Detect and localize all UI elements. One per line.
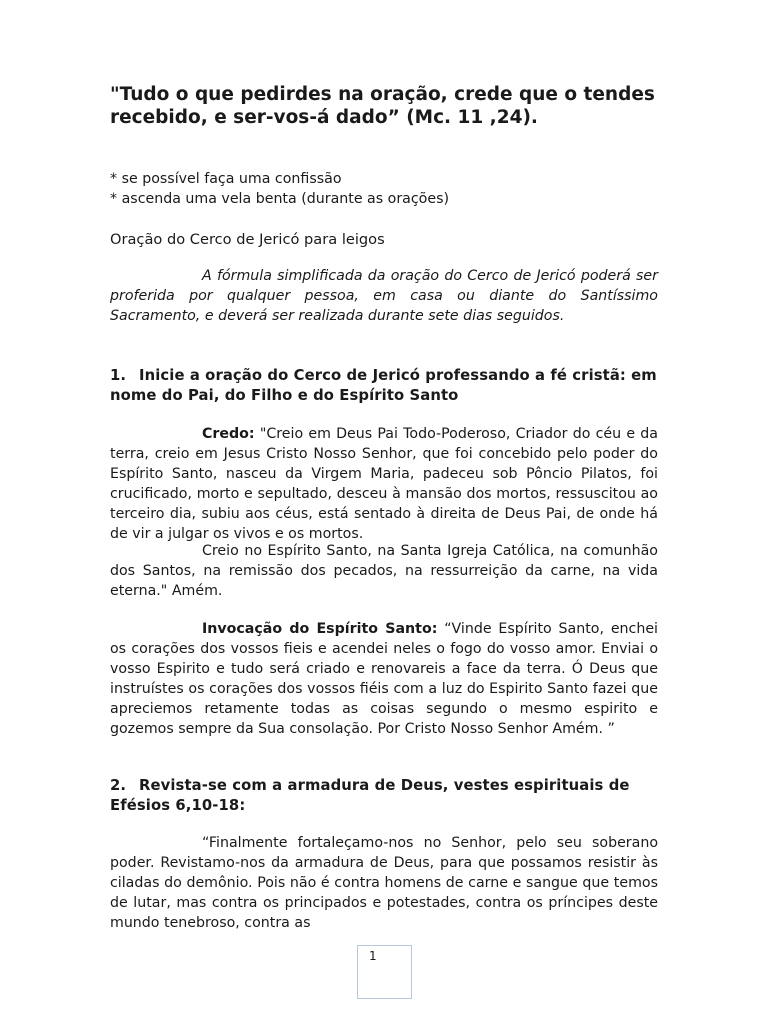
note-confession: * se possível faça uma confissão xyxy=(110,171,342,187)
credo-text: "Creio em Deus Pai Todo-Poderoso, Criador do céu e da terra, creio em Jesus Cristo Nosso Senhor, que foi concebido pelo poder do Espírito Santo, nasceu da Virgem Maria, padeceu sob Pôncio Pilatos, foi crucificado, morto e sepultado, desceu à mansão dos mortos, ressuscitou ao terceiro dia, subiu aos céus, está sentado à direita de Deus Pai, de onde há de vir a julgar os vivos e os mortos. xyxy=(110,426,658,542)
note-candle: * ascenda uma vela benta (durante as orações) xyxy=(110,191,449,207)
credo-paragraph-2: Creio no Espírito Santo, na Santa Igreja Católica, na comunhão dos Santos, na remissão dos pecados, na ressurreição da carne, na vida eterna." Amém. xyxy=(110,543,658,599)
invocation-label: Invocação do Espírito Santo: xyxy=(202,621,438,637)
step-2-text: Revista-se com a armadura de Deus, vestes espirituais de Efésios 6,10-18: xyxy=(110,777,630,814)
credo-label: Credo: xyxy=(202,426,255,442)
section-heading: Oração do Cerco de Jericó para leigos xyxy=(110,231,385,248)
credo-paragraph xyxy=(110,424,658,544)
step-2-number: 2. xyxy=(110,777,127,794)
intro-paragraph: A fórmula simplificada da oração do Cerco de Jericó poderá ser proferida por qualquer pessoa, em casa ou diante do Santíssimo Sacramento, e deverá ser realizada durante sete dias seguidos. xyxy=(110,268,658,324)
invocation-text: “Vinde Espírito Santo, enchei os corações dos vossos fieis e acendei neles o fogo do vosso amor. Enviai o vosso Espirito e tudo será criado e renovareis a face da terra. Ó Deus que instruístes os corações dos vossos fiéis com a luz do Espirito Santo fazei que apreciemos retamente todas as coisas segundo o mesmo espirito e gozemos sempre da Sua consolação. Por Cristo Nosso Senhor Amém. ” xyxy=(110,621,658,737)
step-1-number: 1. xyxy=(110,367,127,384)
document-title: "Tudo o que pedirdes na oração, crede que o tendes recebido, e ser-vos-á dado” (Mc. 11 ,24). xyxy=(110,84,655,128)
page-number-box xyxy=(357,945,412,999)
step-2-heading xyxy=(110,776,658,816)
ephesians-paragraph: “Finalmente fortaleçamo-nos no Senhor, pelo seu soberano poder. Revistamo-nos da armadura de Deus, para que possamos resistir às ciladas do demônio. Pois não é contra homens de carne e sangue que temos de lutar, mas contra os principados e potestades, contra os príncipes deste mundo tenebroso, contra as xyxy=(110,835,658,931)
invocation-paragraph xyxy=(110,619,658,739)
step-1-text: Inicie a oração do Cerco de Jericó professando a fé cristã: em nome do Pai, do Filho e do Espírito Santo xyxy=(110,367,657,404)
page-number: 1 xyxy=(369,949,377,963)
step-1-heading xyxy=(110,366,658,406)
